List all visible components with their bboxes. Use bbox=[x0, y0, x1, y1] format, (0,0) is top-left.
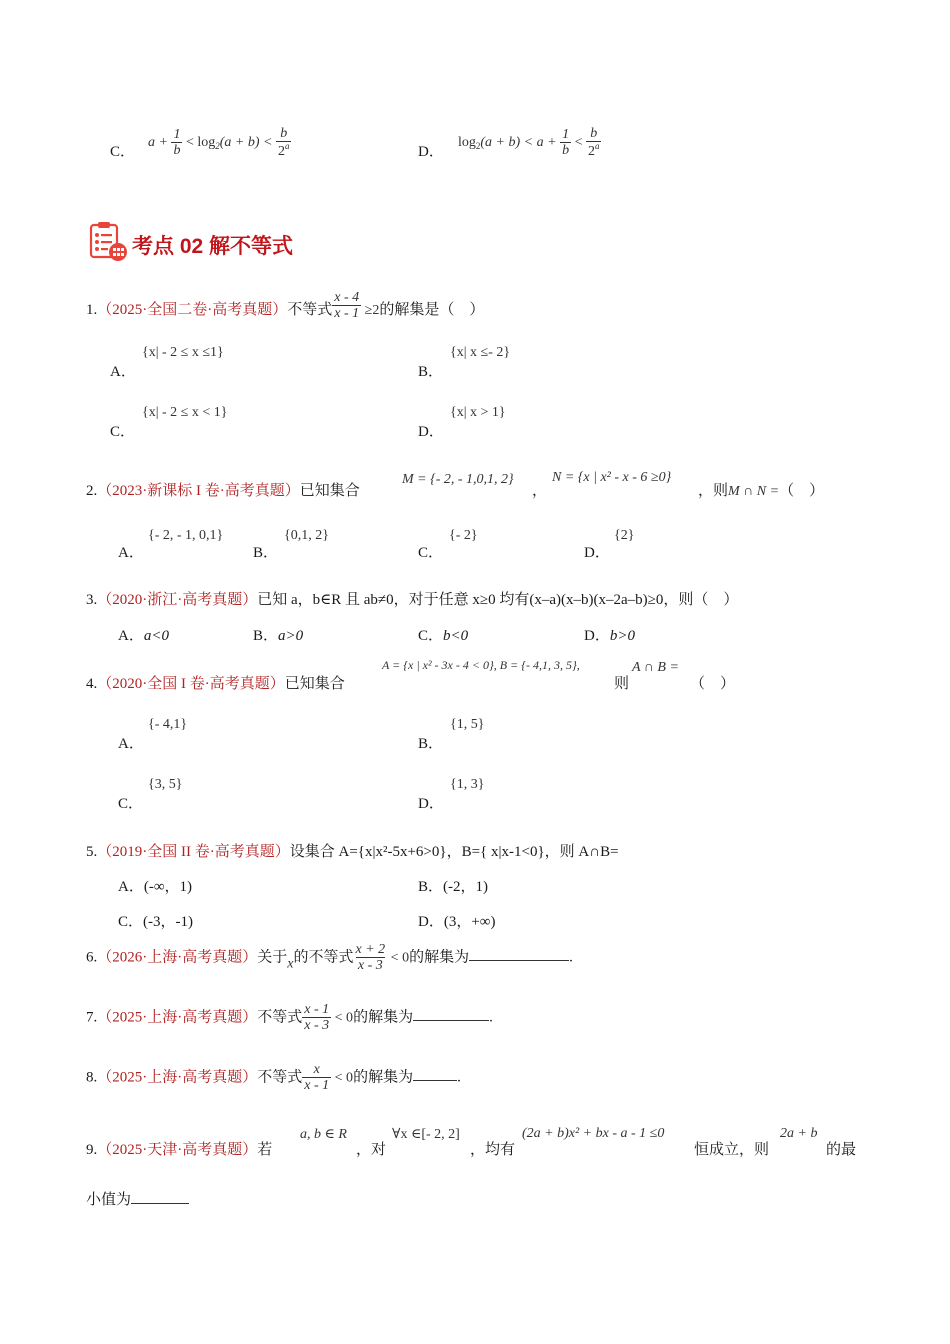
q9-expr-forall: ∀x ∈[- 2, 2] bbox=[392, 1127, 460, 1142]
q2-comma: ， bbox=[532, 483, 548, 499]
q1-option-c-label: C． bbox=[110, 424, 136, 440]
q3-option-d: D．b>0 bbox=[584, 628, 635, 644]
q4-option-b-label: B． bbox=[418, 736, 444, 752]
q6-answer-blank bbox=[469, 946, 569, 961]
q4-then: 则 bbox=[614, 676, 630, 692]
clipboard-checklist-icon bbox=[88, 220, 128, 262]
q1-option-a-text: {x| - 2 ≤ x ≤1} bbox=[142, 345, 224, 360]
q9-line-2: 小值为 bbox=[86, 1188, 189, 1209]
q1-option-a-label: A． bbox=[110, 364, 136, 380]
q4-paren: （ ） bbox=[690, 676, 736, 692]
q9-expr-inequality: (2a + b)x² + bx - a - 1 ≤0 bbox=[522, 1126, 665, 1141]
question-1: 1.（2025·全国二卷·高考真题）不等式 $\frac{x - 4}{x - 1}$ ≥2的解集是（ ） bbox=[86, 289, 485, 322]
q2-option-a-label: A． bbox=[118, 545, 144, 561]
option-c-expression: a + $\frac{1}{b}$ < $\log_2(a + b)$ < $\frac{b}{2^a}$ bbox=[148, 126, 290, 160]
q1-option-d-text: {x| x > 1} bbox=[450, 405, 506, 420]
q7-answer-blank bbox=[413, 1006, 489, 1021]
q2-option-d-label: D． bbox=[584, 545, 610, 561]
q5-option-d: D．(3，+∞) bbox=[418, 914, 496, 930]
q3-option-c: C．b<0 bbox=[418, 628, 469, 644]
q2-set-n: N = {x | x² - x - 6 ≥0} bbox=[552, 470, 672, 485]
q9-text-3: 恒成立，则 bbox=[694, 1142, 770, 1158]
q1-option-b-label: B． bbox=[418, 364, 444, 380]
q1-option-c-text: {x| - 2 ≤ x < 1} bbox=[142, 405, 228, 420]
q4-sets: A = {x | x² - 3x - 4 < 0}, B = {- 4,1, 3, 5}, bbox=[382, 658, 580, 672]
q5-option-b: B．(-2，1) bbox=[418, 879, 489, 895]
q4-option-d-label: D． bbox=[418, 796, 444, 812]
q9-expr-2ab: 2a + b bbox=[780, 1126, 818, 1141]
q4-option-a-label: A． bbox=[118, 736, 144, 752]
question-6: 6.（2026·上海·高考真题）关于x的不等式 $\frac{x + 2}{x - 3}$ < 0的解集为 . bbox=[86, 942, 573, 974]
q9-text-4: 的最 bbox=[826, 1142, 857, 1158]
q4-option-c-label: C． bbox=[118, 796, 144, 812]
q1-option-b-text: {x| x ≤- 2} bbox=[450, 345, 511, 360]
q5-option-a: A．(-∞，1) bbox=[118, 879, 193, 895]
question-9: 9.（2025·天津·高考真题）若 bbox=[86, 1142, 273, 1158]
q9-text-2: ，均有 bbox=[470, 1142, 516, 1158]
q2-option-c-text: {- 2} bbox=[449, 528, 478, 543]
q2-option-c-label: C． bbox=[418, 545, 444, 561]
question-5: 5.（2019·全国 II 卷·高考真题）设集合 A={x|x²-5x+6>0}，B={ x|x-1<0}，则 A∩B= bbox=[86, 844, 619, 860]
option-d-label: D． bbox=[418, 144, 444, 160]
question-4: 4.（2020·全国 I 卷·高考真题）已知集合 bbox=[86, 676, 345, 692]
q2-option-b-label: B． bbox=[253, 545, 279, 561]
q9-answer-blank bbox=[131, 1189, 189, 1204]
q4-option-b-text: {1, 5} bbox=[450, 717, 485, 732]
option-d-expression: $\log_2(a + b) < a$ + $\frac{1}{b}$ < $\frac{b}{2^a}$ bbox=[458, 126, 600, 160]
q9-expr-ab: a, b ∈ R bbox=[300, 1127, 347, 1142]
q3-option-a: A．a<0 bbox=[118, 628, 169, 644]
q4-option-a-text: {- 4,1} bbox=[148, 717, 188, 732]
q2-option-b-text: {0,1, 2} bbox=[284, 528, 329, 543]
q5-option-c: C．(-3，-1) bbox=[118, 914, 193, 930]
q2-set-m: M = {- 2, - 1,0,1, 2} bbox=[402, 472, 514, 487]
q3-option-b: B．a>0 bbox=[253, 628, 304, 644]
q4-expr: A ∩ B = bbox=[632, 660, 679, 675]
option-c-label: C． bbox=[110, 144, 136, 160]
q2-then: ，则M ∩ N =（ ） bbox=[698, 483, 825, 499]
section-title: 考点 02 解不等式 bbox=[132, 235, 294, 258]
question-2: 2.（2023·新课标 I 卷·高考真题）已知集合 bbox=[86, 483, 360, 499]
q2-option-d-text: {2} bbox=[614, 528, 635, 543]
q9-text-1: ，对 bbox=[356, 1142, 387, 1158]
q4-option-d-text: {1, 3} bbox=[450, 777, 485, 792]
q4-option-c-text: {3, 5} bbox=[148, 777, 183, 792]
question-7: 7.（2025·上海·高考真题）不等式 $\frac{x - 1}{x - 3}$ < 0的解集为 . bbox=[86, 1002, 493, 1034]
q1-option-d-label: D． bbox=[418, 424, 444, 440]
q8-answer-blank bbox=[413, 1066, 457, 1081]
question-8: 8.（2025·上海·高考真题）不等式 $\frac{x}{x - 1}$ < 0的解集为 . bbox=[86, 1062, 461, 1094]
question-3: 3.（2020·浙江·高考真题）已知 a，b∈R 且 ab≠0，对于任意 x≥0 均有(x–a)(x–b)(x–2a–b)≥0，则（ ） bbox=[86, 592, 739, 608]
q2-option-a-text: {- 2, - 1, 0,1} bbox=[148, 528, 224, 543]
